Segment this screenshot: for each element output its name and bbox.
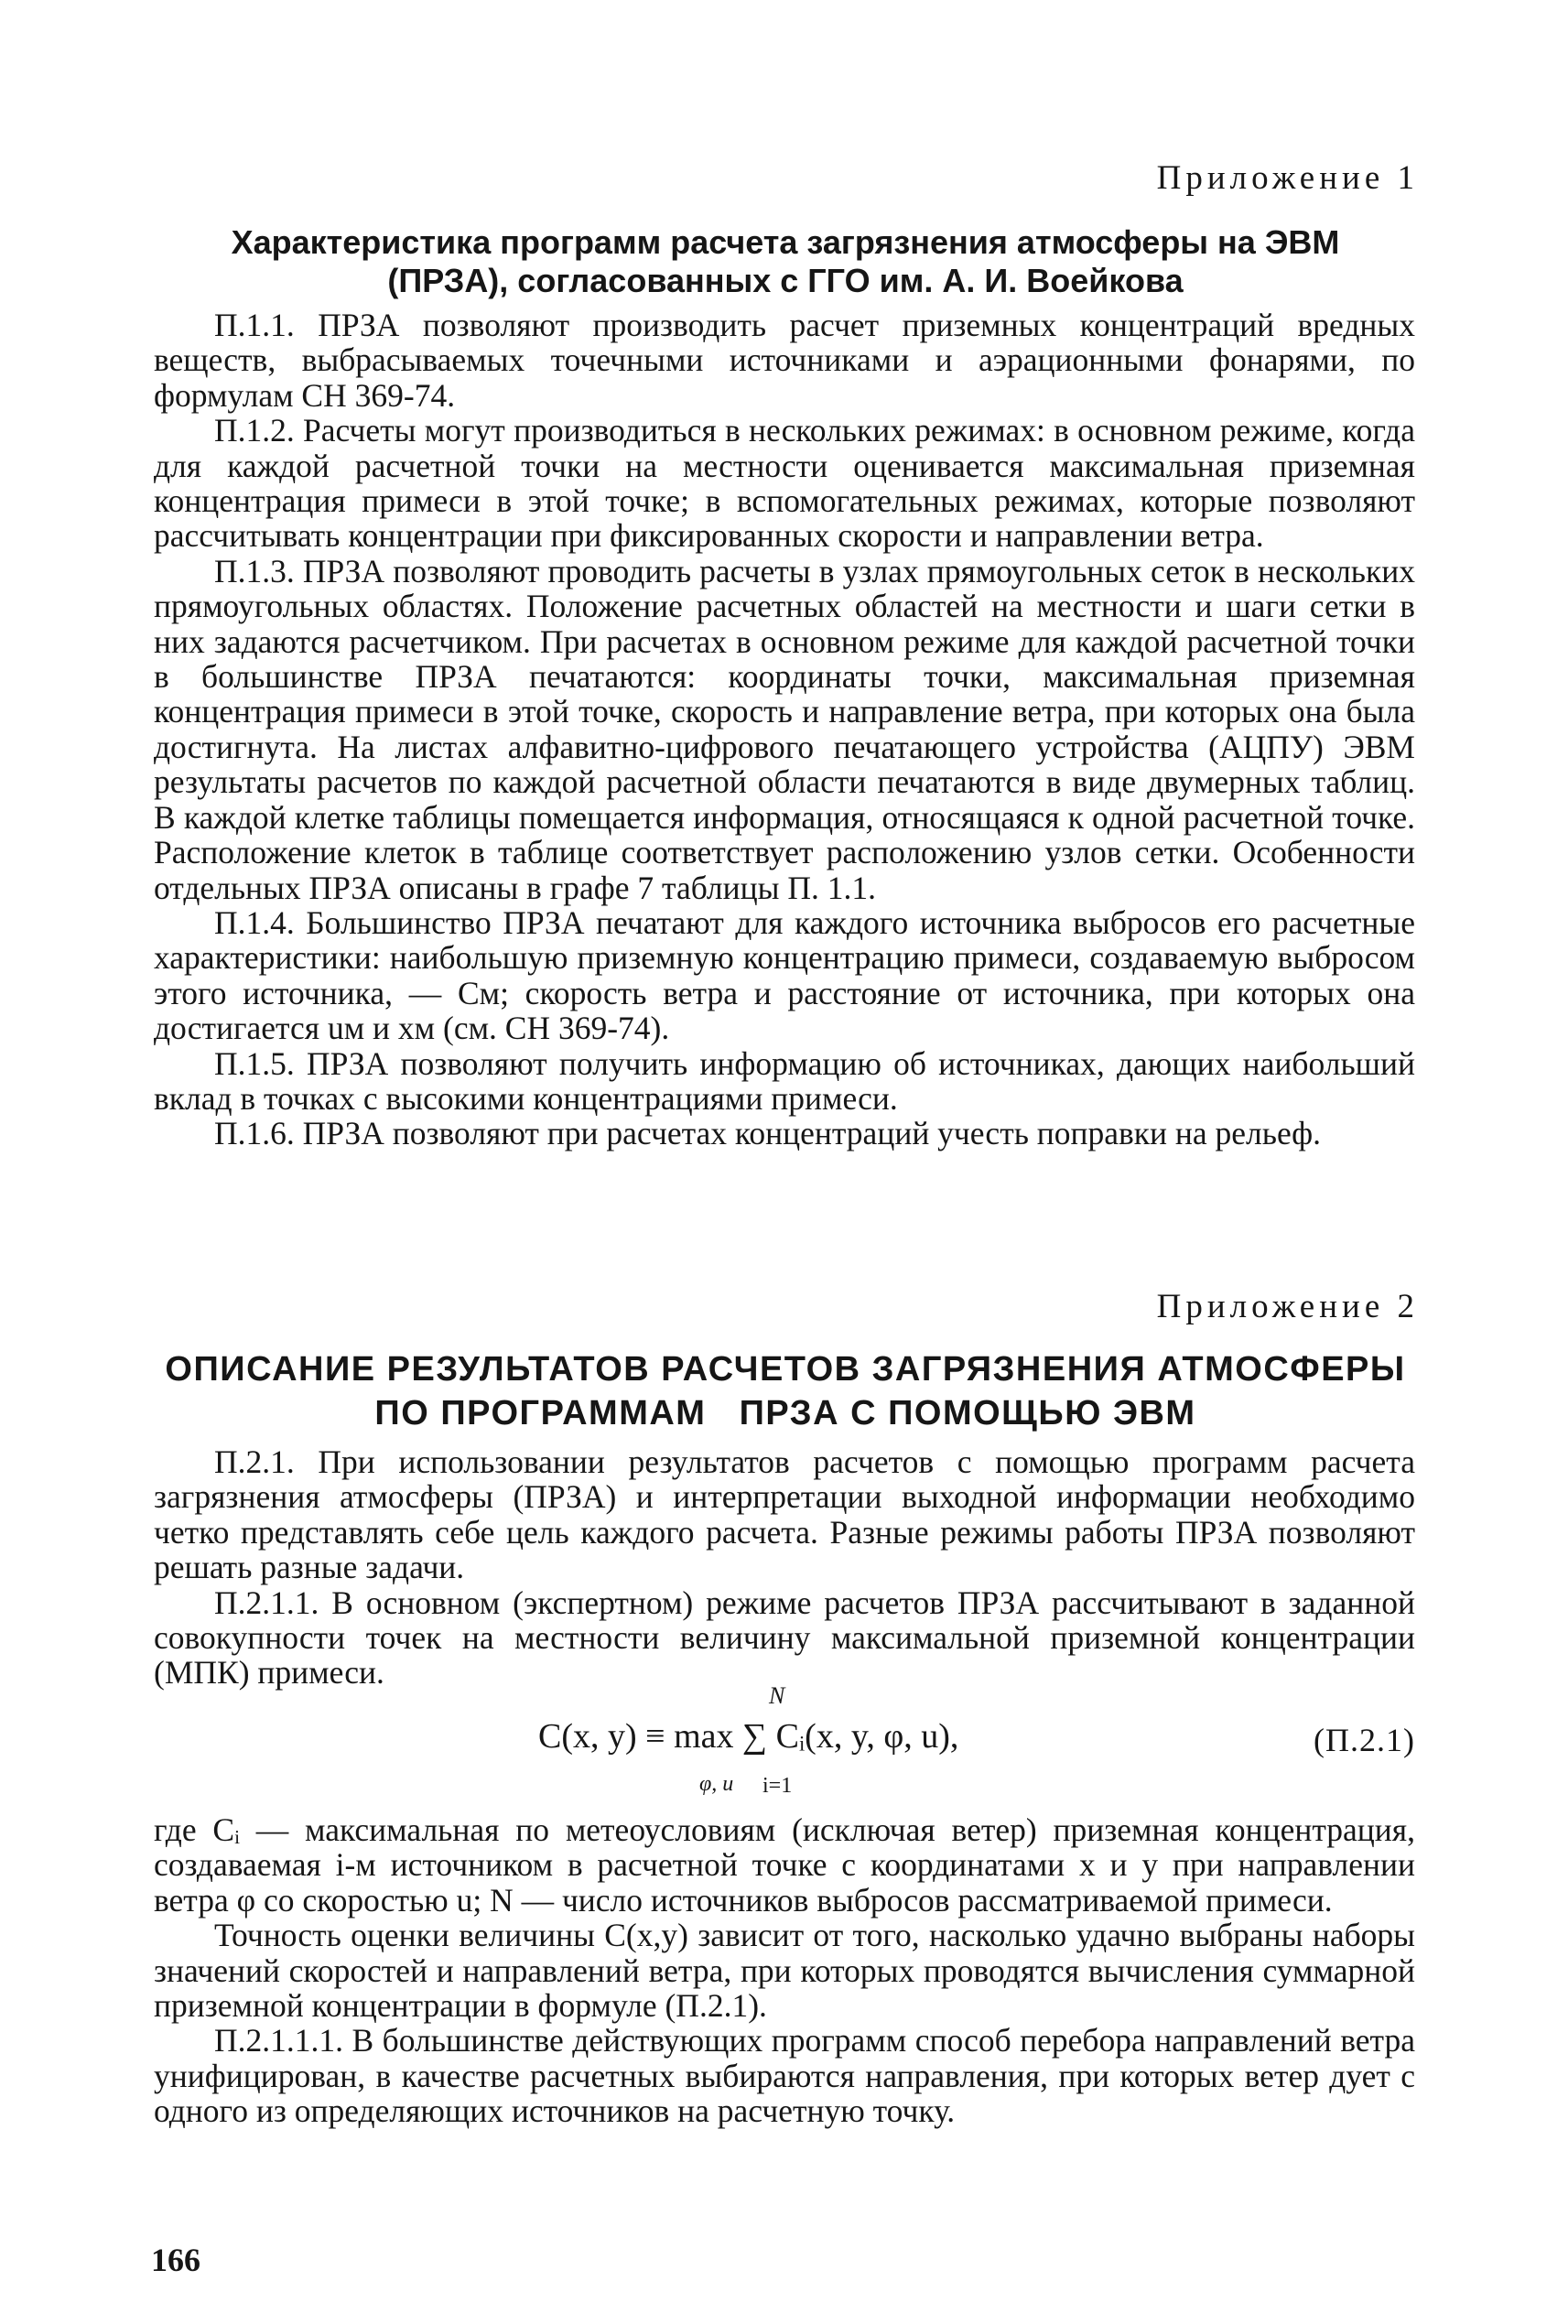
paragraph-p2-1-1-1: П.2.1.1.1. В большинстве действующих программ способ перебора направлений ветра унифицирован, в качестве расчетных выбираются направления, при которых ветер дует с одного из определяющих источников на расчетную точку. xyxy=(154,2022,1415,2130)
appendix-2-body-before xyxy=(154,1444,1415,1691)
formula-sum-upper-limit: N xyxy=(769,1682,785,1709)
formula-number: (П.2.1) xyxy=(1314,1722,1415,1758)
appendix-2-title-line-2: ПО ПРОГРАММАМ ПРЗА С ПОМОЩЬЮ ЭВМ xyxy=(374,1394,1196,1432)
page-number: 166 xyxy=(151,2242,200,2278)
paragraph-accuracy: Точность оценки величины C(x,y) зависит от того, насколько удачно выбраны наборы значений скоростей и направлений ветра, при которых проводятся вычисления суммарной приземной концентрации в формуле (П.2.1). xyxy=(154,1917,1415,2025)
paragraph-p1-6: П.1.6. ПРЗА позволяют при расчетах концентраций учесть поправки на рельеф. xyxy=(214,1115,1322,1152)
appendix-2-title-line-1: ОПИСАНИЕ РЕЗУЛЬТАТОВ РАСЧЕТОВ ЗАГРЯЗНЕНИЯ АТМОСФЕРЫ xyxy=(165,1350,1406,1389)
paragraph-p1-3: П.1.3. ПРЗА позволяют проводить расчеты в узлах прямоугольных сеток в нескольких прямоугольных областях. Положение расчетных областей на местности и шаги сетки в них задаются расчетчиком. При расчетах в основном режиме для каждой расчетной точки в большинстве ПРЗА печатаются: координаты точки, максимальная приземная концентрация примеси в этой точке, скорость и направление ветра, при которых она была достигнута. На листах алфавитно-цифрового печатающего устройства (АЦПУ) ЭВМ результаты расчетов по каждой расчетной области печатаются в виде двумерных таблиц. В каждой клетке таблицы помещается информация, относящаяся к одной расчетной точке. Расположение клеток в таблице соответствует расположению узлов сетки. Особенности отдельных ПРЗА описаны в графе 7 таблицы П. 1.1. xyxy=(154,552,1415,906)
appendix-1-title xyxy=(156,223,1415,300)
appendix-1-title-line-2: (ПРЗА), согласованных с ГГО им. А. И. Воейкова xyxy=(387,262,1184,299)
paragraph-p1-1: П.1.1. ПРЗА позволяют производить расчет приземных концентраций вредных веществ, выбрасываемых точечными источниками и аэрационными фонарями, по формулам СН 369-74. xyxy=(154,307,1415,414)
paragraph-p1-2: П.1.2. Расчеты могут производиться в нескольких режимах: в основном режиме, когда для каждой расчетной точки на местности оценивается максимальная приземная концентрация примеси в этой точке; в вспомогательных режимах, которые позволяют рассчитывать концентрации при фиксированных скорости и направлении ветра. xyxy=(154,412,1415,555)
formula-sum-lower-limit: i=1 xyxy=(762,1774,793,1798)
paragraph-p1-4: П.1.4. Большинство ПРЗА печатают для каждого источника выбросов его расчетные характеристики: наибольшую приземную концентрацию примеси, создаваемую выбросом этого источника, — Cм; скорость ветра и расстояние от источника, при которых она достигается uм и xм (см. СН 369-74). xyxy=(154,903,1415,1047)
appendix-1-body xyxy=(154,308,1415,1151)
paragraph-p2-1-1: П.2.1.1. В основном (экспертном) режиме расчетов ПРЗА рассчитывают в заданной совокупности точек на местности величину максимальной приземной концентрации (МПК) примеси. xyxy=(154,1584,1415,1692)
appendix-2-label: Приложение 2 xyxy=(1156,1288,1419,1325)
appendix-1-label: Приложение 1 xyxy=(1156,159,1419,197)
appendix-1-title-line-1: Характеристика программ расчета загрязнения атмосферы на ЭВМ xyxy=(231,223,1340,261)
appendix-2-body-after xyxy=(154,1812,1415,2129)
formula-p2-1 xyxy=(154,1682,1415,1801)
formula-max-subscript: φ, u xyxy=(699,1772,734,1796)
paragraph-where: где Cᵢ — максимальная по метеоусловиям (исключая ветер) приземная концентрация, создаваемая i-м источником в расчетной точке с координатами x и y при направлении ветра φ со скоростью u; N — число источников выбросов рассматриваемой примеси. xyxy=(154,1811,1415,1919)
paragraph-p1-5: П.1.5. ПРЗА позволяют получить информацию об источниках, дающих наибольший вклад в точках с высокими концентрациями примеси. xyxy=(154,1044,1415,1117)
appendix-2-title xyxy=(156,1347,1415,1435)
formula-expression: C(x, y) ≡ max ∑ Cᵢ(x, y, φ, u), xyxy=(538,1717,959,1756)
paragraph-p2-1: П.2.1. При использовании результатов расчетов с помощью программ расчета загрязнения атмосферы (ПРЗА) и интерпретации выходной информации необходимо четко представлять себе цель каждого расчета. Разные режимы работы ПРЗА позволяют решать разные задачи. xyxy=(154,1443,1415,1586)
